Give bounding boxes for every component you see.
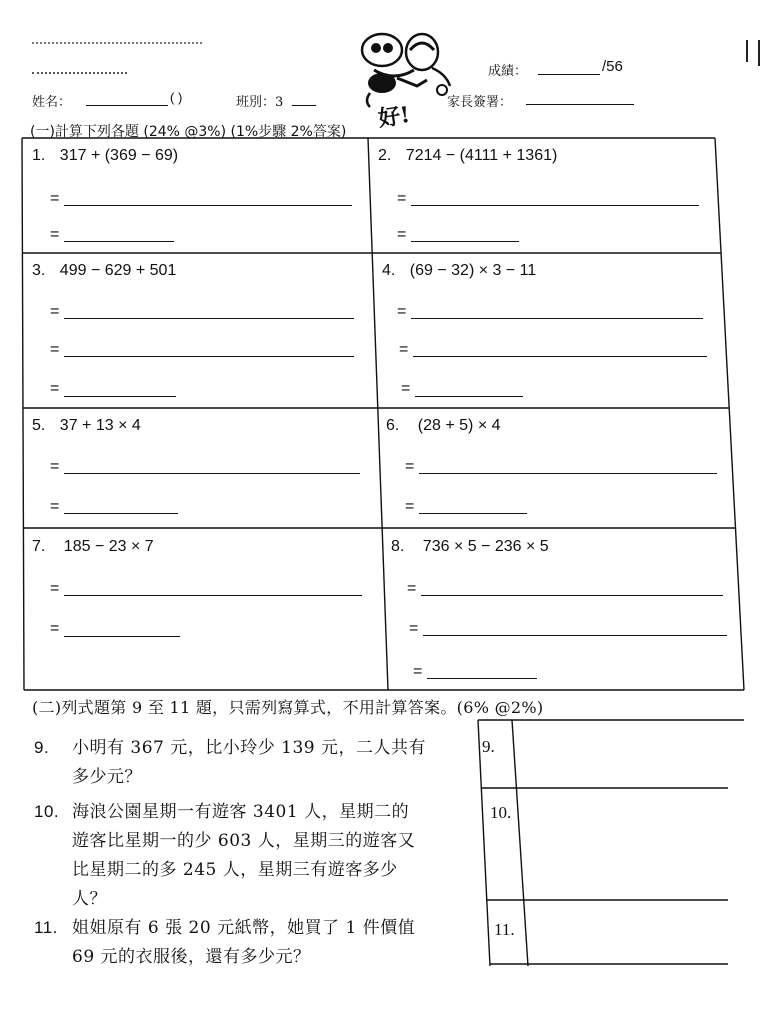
- answer-box-9[interactable]: [516, 722, 726, 786]
- section1-title: (一)計算下列各題 (24% @3%) (1%步驟 2%答案): [30, 124, 347, 140]
- equals-sign: =: [50, 303, 60, 320]
- problem-expression: 185 − 23 × 7: [63, 538, 154, 555]
- problem-expression: 317 + (369 − 69): [59, 147, 179, 164]
- class-label: 班別：3: [236, 95, 284, 110]
- name-label: 姓名：: [32, 95, 72, 110]
- problem-number: 1.: [32, 147, 46, 164]
- mascot-caption: 好!: [376, 101, 412, 133]
- problem-expression: 499 − 629 + 501: [59, 262, 177, 279]
- problem-expression: 37 + 13 × 4: [59, 417, 141, 434]
- problem-number: 5.: [32, 417, 46, 434]
- question-number: 9.: [34, 738, 50, 757]
- equals-sign: =: [413, 663, 423, 680]
- score-label: 成績：: [488, 64, 528, 79]
- equals-sign: =: [50, 580, 60, 597]
- problem-expression: (69 − 32) × 3 − 11: [409, 262, 537, 279]
- problem-expression: 736 × 5 − 236 × 5: [422, 538, 549, 555]
- answer-box-10[interactable]: [522, 790, 726, 898]
- equals-sign: =: [397, 303, 407, 320]
- question-line: 姐姐原有 6 張 20 元紙幣，她買了 1 件價值: [72, 918, 416, 938]
- question-line: 小明有 367 元，比小玲少 139 元，二人共有: [72, 738, 427, 758]
- equals-sign: =: [397, 190, 407, 207]
- problem-number: 7.: [32, 538, 46, 555]
- equals-sign: =: [405, 458, 415, 475]
- question-number: 10.: [34, 802, 60, 821]
- equals-sign: =: [50, 620, 60, 637]
- equals-sign: =: [397, 226, 407, 243]
- problem-number: 6.: [386, 417, 400, 434]
- section2-title: (二)列式題第 9 至 11 題，只需列寫算式，不用計算答案。(6% @2%): [32, 698, 544, 717]
- answer-label-10: 10.: [490, 803, 512, 822]
- problem-number: 2.: [378, 147, 392, 164]
- equals-sign: =: [50, 190, 60, 207]
- question-line: 遊客比星期一的少 603 人，星期三的遊客又: [72, 831, 416, 851]
- question-line: 人？: [72, 889, 107, 909]
- equals-sign: =: [399, 341, 409, 358]
- question-line: 多少元？: [72, 767, 142, 787]
- answer-box-11[interactable]: [528, 902, 726, 962]
- problem-number: 4.: [382, 262, 396, 279]
- class-number-paren: ( ): [170, 90, 183, 105]
- equals-sign: =: [407, 580, 417, 597]
- equals-sign: =: [50, 498, 60, 515]
- problem-expression: (28 + 5) × 4: [417, 417, 501, 434]
- parent-signature-label: 家長簽署：: [447, 95, 513, 110]
- equals-sign: =: [409, 620, 419, 637]
- problem-expression: 7214 − (4111 + 1361): [405, 147, 558, 164]
- question-number: 11.: [34, 918, 58, 937]
- answer-label-11: 11.: [494, 920, 515, 939]
- equals-sign: =: [405, 498, 415, 515]
- question-line: 比星期二的多 245 人，星期三有遊客多少: [72, 860, 398, 880]
- score-total: /56: [602, 58, 623, 75]
- question-line: 海浪公園星期一有遊客 3401 人，星期二的: [72, 802, 410, 822]
- answer-label-9: 9.: [482, 737, 495, 756]
- question-line: 69 元的衣服後，還有多少元？: [72, 947, 311, 967]
- problem-number: 8.: [391, 538, 405, 555]
- equals-sign: =: [50, 226, 60, 243]
- equals-sign: =: [401, 380, 411, 397]
- equals-sign: =: [50, 458, 60, 475]
- problem-number: 3.: [32, 262, 46, 279]
- equals-sign: =: [50, 380, 60, 397]
- equals-sign: =: [50, 341, 60, 358]
